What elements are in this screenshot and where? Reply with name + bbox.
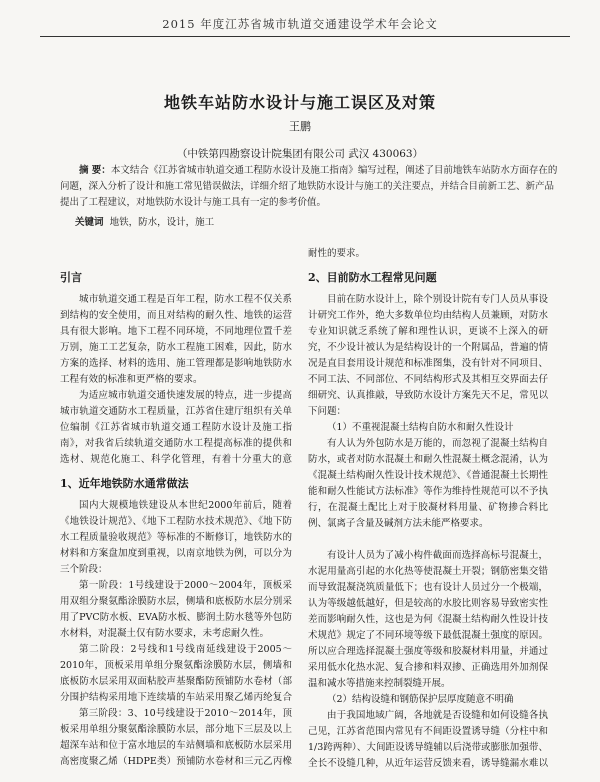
right-column	[308, 246, 548, 772]
section-2-paragraph-2: 有人认为外包防水是万能的，而忽视了混凝土结构自防水，或者对防水混凝土和耐久性混凝土概念混淆，认为《混凝土结构耐久性设计技术规范》、《普通混凝土长期性能和耐久性能试方法标准》等作为维持性规范可以不予执行，在混凝土配比上对于胶凝材料用量、矿物掺合料比例、氯离子含量及碱剂方法未能严格要求。	[308, 438, 548, 529]
section-2-subheading-1: （1）不重视混凝土结构自防水和耐久性设计	[327, 422, 514, 433]
keywords-label: 关键词	[75, 217, 104, 228]
section-2-subheading-2: （2）结构设缝和钢筋保护层厚度随意不明确	[327, 694, 514, 705]
running-header: 2015 年度江苏省城市轨道交通建设学术年会论文	[162, 17, 438, 31]
left-column	[60, 262, 292, 770]
section-1-paragraph-1: 国内大规模地铁建设从本世纪2000年前后，随着《地铁设计规范》、《地下工程防水技术规范》、《地下防水工程质量验收规范》等标准的不断修订，地铁防水的材料和方案盘加度到重视，以南京地铁为例，可以分为三个阶段：	[60, 500, 292, 575]
section-2-paragraph-1: 目前在防水设计上，除个别设计院有专门人员从事设计研究工作外，绝大多数单位均由结构人员兼顾，对防水专业知识就乏系统了解和理性认识，更谈不上深入的研究，不少设计被认为是结构设计的一个附属品，普遍的情况是直目套用设计规范和标准图集，没有针对不同项目、不同工法、不同部位、不同结构形式及其相互交界面去仔细研究、认真推敲，导致防水设计方案先天不足，常见以下问题：	[308, 294, 548, 417]
intro-paragraph-2: 为适应城市轨道交通快速发展的特点，进一步提高城市轨道交通防水工程质量，江苏省住建厅组织有关单位编制《江苏省城市轨道交通工程防水设计及施工指南》，对我省后续轨道交通防水工程提高标准的提供和选材、规范化施工、科学化管理，有着十分重大的意	[60, 390, 292, 465]
author-affiliation: （中铁第四勘察设计院集团有限公司 武汉 430063）	[176, 148, 424, 160]
keywords-text: 地铁，防水，设计，施工	[109, 217, 215, 228]
header-rule	[40, 36, 570, 37]
section-2-heading: 2、目前防水工程常见问题	[308, 271, 437, 284]
article-author: 王鹏	[289, 120, 311, 133]
section-2-paragraph-4: 由于我国地域广阔，各地就是否设缝和如何设缝各执己见，江苏省范围内常见有不间距设置诱导缝（分柱中和1/3跨两种）、大间距设诱导缝辅以后浇带或膨胀加强带、全长不设缝几种，从近年运营反馈来看，诱导缝漏水难以	[308, 710, 548, 769]
article-title: 地铁车站防水设计与施工误区及对策	[163, 93, 436, 112]
intro-paragraph-1: 城市轨道交通工程是百年工程，防水工程不仅关系到结构的安全使用，而且对结构的耐久性、地铁的运营具有很大影响。地下工程不同环境，不同地理位置千差万别，施工工艺复杂，防水工程施工困难，因此，防水方案的选择、材料的选用、施工管理都是影响地铁防水工程有效的标准和更严格的要求。	[60, 294, 292, 385]
abstract-label: 摘 要：	[79, 165, 111, 176]
section-1-paragraph-4: 第三阶段：3、10号线建设于2010～2014年，顶板采用单组分聚氨酯涂膜防水层，部分地下三层及以上超深车站和位于富水地层的车站侧墙和底板防水层采用高密度聚乙烯（HDPE类）预铺防水卷材和三元乙丙橡	[60, 708, 292, 767]
section-1-heading: 1、近年地铁防水通常做法	[60, 477, 189, 490]
continued-paragraph: 耐性的要求。	[308, 248, 366, 259]
abstract-text: 本文结合《江苏省城市轨道交通工程防水设计及施工指南》编写过程，阐述了目前地铁车站防水方面存在的问题，深入分析了设计和施工常见错误做法，详细介绍了地铁防水设计与施工的关注要点，并结合目前新工艺、新产品提出了工程建议，对地铁防水设计与施工具有一定的参考价值。	[60, 165, 558, 208]
section-1-paragraph-2: 第一阶段：1号线建设于2000～2004年，顶板采用双组分聚氨酯涂膜防水层，侧墙和底板防水层分别采用了PVC防水板、EVA防水板、膨润土防水毯等外包防水材料，对混凝土仅有防水要求，未考虑耐久性。	[60, 580, 292, 639]
intro-heading: 引言	[60, 271, 82, 284]
section-1-paragraph-3: 第二阶段：2号线和1号线南延线建设于2005～2010年，顶板采用单组分聚氨酯涂膜防水层，侧墙和底板防水层采用双面粘胶声基聚酯防预铺防水卷材（部分围护结构采用地下连续墙的车站采用聚乙烯丙纶复合	[60, 644, 292, 703]
abstract	[60, 163, 560, 211]
keywords	[75, 215, 555, 231]
section-2-paragraph-3: 有设计人员为了减小构件截面而选择高标号混凝土，水泥用量高引起的水化热等使混凝土开裂；钢筋密集交错而导致混凝浇筑质量低下；也有设计人员过分一个极端，认为等级越低越好，但是较高的水胶比则容易导致密实性差而影响耐久性，这也是为何《混凝土结构耐久性设计技术规范》规定了不同环境等级下最低混凝土强度的原因。所以应合理选择混凝土强度等级和胶凝材料用量，并通过采用低水化热水泥、复合掺和料双掺、正确选用外加剂保温和减水等措施来控制裂缝开展。	[308, 550, 548, 689]
